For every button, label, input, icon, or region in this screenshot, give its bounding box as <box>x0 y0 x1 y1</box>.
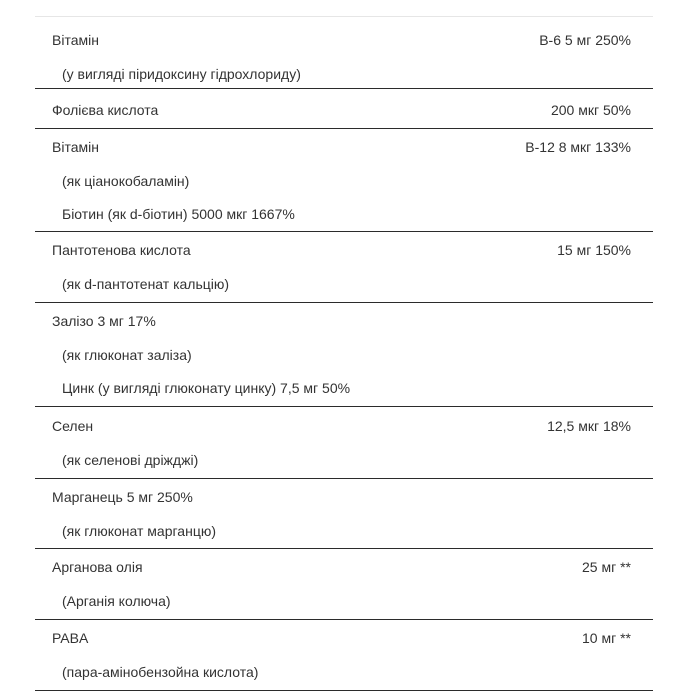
ingredient-note: (як глюконат марганцю) <box>62 523 216 539</box>
ingredient-amount: В-6 5 мг 250% <box>539 32 631 48</box>
table-row <box>35 549 653 620</box>
ingredient-name: Фолієва кислота <box>52 102 159 118</box>
table-row <box>35 17 653 89</box>
ingredient-note: (як глюконат заліза) <box>62 347 192 363</box>
ingredient-note: (як ціанокобаламін) <box>62 173 190 189</box>
ingredient-name: Пантотенова кислота <box>52 242 191 258</box>
ingredient-name: Вітамін <box>52 139 99 155</box>
ingredient-note: (як d-пантотенат кальцію) <box>62 276 230 292</box>
ingredient-amount: 10 мг ** <box>582 630 631 646</box>
ingredient-amount: 200 мкг 50% <box>550 102 631 118</box>
ingredient-name: Марганець 5 мг 250% <box>52 489 193 505</box>
ingredient-amount: 25 мг ** <box>582 559 631 575</box>
ingredient-note: (пара-амінобензойна кислота) <box>62 664 259 680</box>
ingredient-amount: 15 мг 150% <box>557 242 631 258</box>
ingredient-note: (як селенові дріжджі) <box>62 452 199 468</box>
table-row <box>35 89 653 129</box>
ingredient-note: (Арганія колюча) <box>62 593 171 609</box>
ingredient-line: Біотин (як d-біотин) 5000 мкг 1667% <box>62 206 295 222</box>
ingredient-name: PABA <box>52 630 89 646</box>
ingredient-name: Селен <box>52 418 94 434</box>
table-row <box>35 479 653 549</box>
ingredient-name: Залізо 3 мг 17% <box>52 313 156 329</box>
ingredient-amount: В-12 8 мкг 133% <box>525 139 631 155</box>
table-row <box>35 232 653 303</box>
ingredient-note: (у вигляді піридоксину гідрохлориду) <box>62 66 301 82</box>
table-row <box>35 620 653 691</box>
ingredient-amount: 12,5 мкг 18% <box>547 418 631 434</box>
table-row <box>35 303 653 407</box>
table-row <box>35 407 653 479</box>
ingredient-line: Цинк (у вигляді глюконату цинку) 7,5 мг 50% <box>62 380 351 396</box>
ingredient-name: Вітамін <box>52 32 99 48</box>
table-row <box>35 129 653 232</box>
ingredient-name: Арганова олія <box>52 559 143 575</box>
